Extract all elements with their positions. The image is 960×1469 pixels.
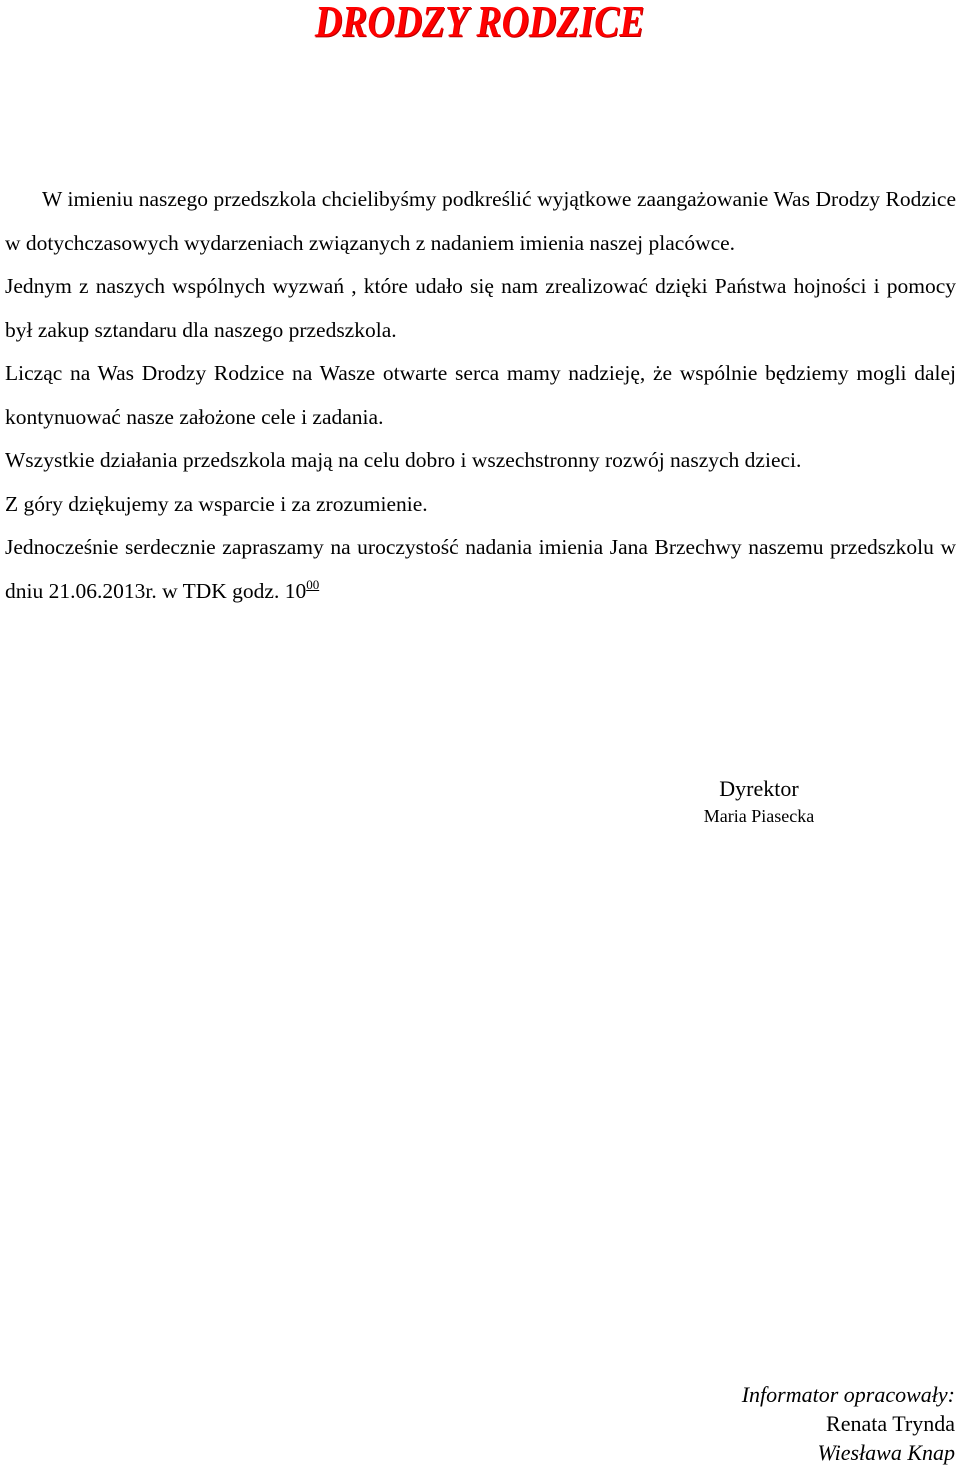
paragraph-thanks: Z góry dziękujemy za wsparcie i za zrozumienie. xyxy=(5,491,428,516)
paragraph-goals: Wszystkie działania przedszkola mają na celu dobro i wszechstronny rozwój naszych dzieci. xyxy=(5,448,802,472)
signature-name: Maria Piasecka xyxy=(703,806,815,826)
paragraph-intro: W imieniu naszego przedszkola chcielibyśmy podkreślić wyjątkowe zaangażowanie Was Drodzy Rodzice w dotychczasowych wydarzeniach związanych z nadaniem imienia naszej placówce. xyxy=(5,187,956,255)
invitation-time-minutes: 00 xyxy=(306,576,320,592)
informator-label: Informator opracowały: xyxy=(741,1382,955,1407)
page-title-text: DRODZY RODZICE xyxy=(315,0,645,46)
paragraph-banner-purchase: Jednym z naszych wspólnych wyzwań , które udało się nam zrealizować dzięki Państwa hojności i pomocy był zakup sztandaru dla naszego przedszkola. xyxy=(5,274,956,342)
paragraph-invitation xyxy=(5,526,956,613)
informator-author-1: Renata Trynda xyxy=(826,1411,955,1436)
page-title xyxy=(0,0,960,44)
signature-role: Dyrektor xyxy=(719,776,799,801)
letter-body xyxy=(5,178,956,613)
paragraph-hope: Licząc na Was Drodzy Rodzice na Wasze otwarte serca mamy nadzieję, że wspólnie będziemy mogli dalej kontynuować nasze założone cele i zadania. xyxy=(5,361,956,429)
invitation-text: Jednocześnie serdecznie zapraszamy na uroczystość nadania imienia Jana Brzechwy naszemu przedszkolu w dniu 21.06.2013r. w TDK godz. 10 xyxy=(5,535,956,603)
informator-author-2: Wiesława Knap xyxy=(817,1440,955,1465)
informator-block xyxy=(655,1380,955,1467)
